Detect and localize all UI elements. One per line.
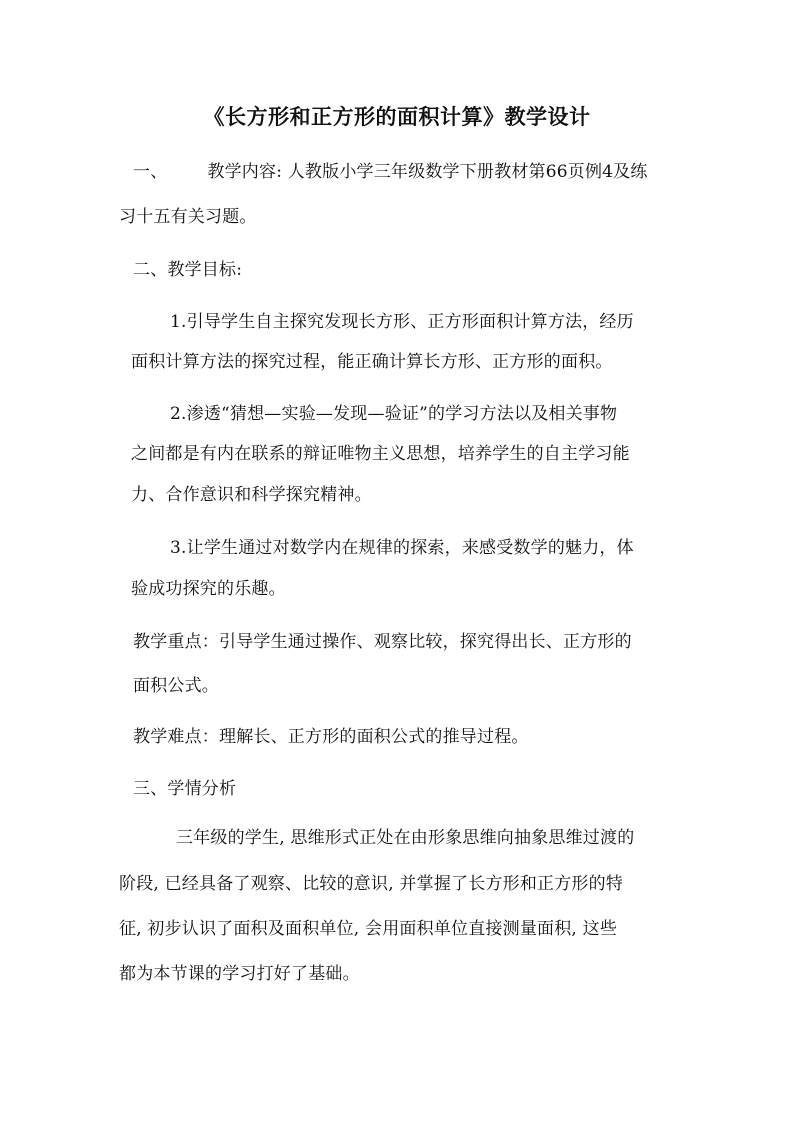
section1-number: 一、	[133, 162, 168, 182]
goal1-line1: 1.引导学生自主探究发现长方形、正方形面积计算方法，经历	[170, 312, 634, 332]
section3-heading: 三、学情分析	[133, 779, 237, 799]
key-point-line1: 教学重点：引导学生通过操作、观察比较，探究得出长、正方形的	[133, 632, 632, 652]
analysis-line2: 阶段, 已经具备了观察、比较的意识, 并掌握了长方形和正方形的特	[119, 874, 624, 894]
goal3-line1: 3.让学生通过对数学内在规律的探索，来感受数学的魅力，体	[170, 538, 634, 558]
analysis-line3: 征, 初步认识了面积及面积单位, 会用面积单位直接测量面积, 这些	[119, 919, 618, 939]
section1-line1	[133, 161, 648, 183]
difficult-point: 教学难点：理解长、正方形的面积公式的推导过程。	[133, 727, 529, 747]
goal2-line3: 力、合作意识和科学探究精神。	[131, 485, 372, 505]
section2-heading: 二、教学目标:	[133, 260, 243, 280]
section1-text: 教学内容: 人教版小学三年级数学下册教材第66页例4及练	[207, 162, 648, 182]
analysis-line4: 都为本节课的学习打好了基础。	[119, 964, 360, 984]
analysis-line1: 三年级的学生, 思维形式正处在由形象思维向抽象思维过渡的	[176, 828, 635, 848]
goal2-line1: 2.渗透“猜想—实验—发现—验证”的学习方法以及相关事物	[170, 404, 618, 424]
section1-line2: 习十五有关习题。	[119, 207, 257, 227]
document-title: 《长方形和正方形的面积计算》教学设计	[203, 104, 591, 129]
key-point-line2: 面积公式。	[133, 676, 219, 696]
goal1-line2: 面积计算方法的探究过程，能正确计算长方形、正方形的面积。	[131, 352, 613, 372]
goal3-line2: 验成功探究的乐趣。	[131, 579, 286, 599]
goal2-line2: 之间都是有内在联系的辩证唯物主义思想，培养学生的自主学习能	[131, 444, 630, 464]
